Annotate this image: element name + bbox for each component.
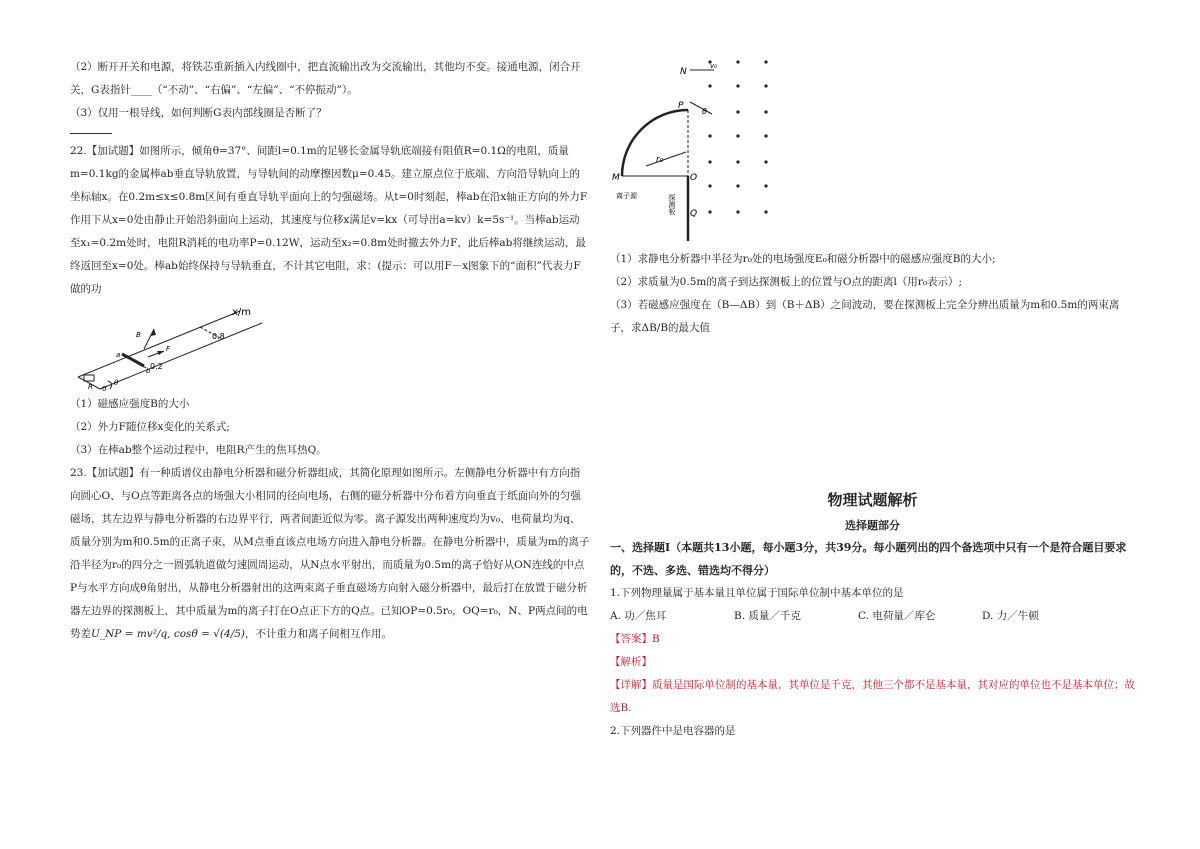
analysis-label: 【解析】 bbox=[610, 656, 652, 668]
q23-body: 23.【加试题】有一种质谱仪由静电分析器和磁分析器组成，其简化原理如图所示。左侧静电分析器中有方向指向圆心O、与O点等距离各点的场强大小相同的径向电场，右侧的磁分析器中分布着方向垂直于纸面向外的匀强磁场，其左边界与静电分析器的右边界平行，两者间距近似为零。离子源发出两种速度均为v₀、电荷量均为q、质量分别为m和0.5m的正离子束，从M点垂直该点电场方向进入静电分析器。在静电分析器中，质量为m的离子沿半径为r₀的四分之一圆弧轨道做匀速圆周运动，从N点水平射出，而质量为0.5m的离子恰好从ON连线的中点P与水平方向成θ角射出，从静电分析器射出的这两束离子垂直磁场方向射入磁分析器中，最后打在放置于磁分析器左边界的探测板上，其中质量为m的离子打在O点正下方的Q点。已知OP=0.5r₀，OQ=r₀，N、P两点间的电势差 bbox=[70, 467, 590, 640]
fig23-v0: v₀ bbox=[710, 62, 717, 70]
q23-part2: （2）求质量为0.5m的离子到达探测板上的位置与O点的距离l（用r₀表示）; bbox=[610, 276, 963, 288]
q21-part2: （2）断开开关和电源，将铁芯重新插入内线圈中，把直流输出改为交流输出，其他均不变。接通电源，闭合开关，G表指针____（“不动”、“右偏”、“左偏”、“不停振动”）。 bbox=[70, 61, 581, 96]
fig22-tick-0: 0 bbox=[102, 385, 107, 393]
q23-part1: （1）求静电分析器中半径为r₀处的电场强度E₀和磁分析器中的磁感应强度B的大小; bbox=[610, 253, 996, 265]
part-title: 选择题部分 bbox=[845, 519, 900, 532]
q23-part3b: 子，求ΔB/B的最大值 bbox=[610, 322, 711, 334]
fig23-r0: r₀ bbox=[656, 155, 664, 165]
q23-part3a: （3）若磁感应强度在（B—ΔB）到（B＋ΔB）之间波动，要在探测板上完全分辨出质量为m和0.5m的两束离 bbox=[610, 299, 1120, 311]
q23-figure bbox=[610, 56, 790, 246]
fig22-a-label: a bbox=[116, 351, 121, 359]
q23-tail: ，不计重力和离子间相互作用。 bbox=[245, 628, 393, 640]
fig23-M: M bbox=[612, 173, 620, 183]
answer-label: 【答案】B bbox=[610, 633, 660, 645]
section-1-heading: 一、选择题Ⅰ（本题共13小题，每小题3分，共39分。每小题列出的四个备选项中只有一个是符合题目要求的，不选、多选、错选均不得分） bbox=[610, 541, 1127, 577]
question-1-options bbox=[610, 605, 1135, 628]
option-b: B. 质量／千克 bbox=[734, 610, 801, 622]
fig23-N: N bbox=[680, 67, 687, 77]
option-a: A. 功／焦耳 bbox=[610, 610, 667, 622]
detail-text: 【详解】质量是国际单位制的基本量，其单位是千克，其他三个都不是基本量，其对应的单位也不是基本单位；故选B. bbox=[610, 679, 1135, 714]
q22-part2: （2）外力F随位移x变化的关系式; bbox=[70, 421, 230, 433]
q22-part1: （1）磁感应强度B的大小 bbox=[70, 398, 190, 410]
analysis-title: 物理试题解析 bbox=[827, 491, 918, 509]
fig23-theta: θ bbox=[702, 107, 707, 116]
q23-formula: U_NP = mv²/q, cosθ = √(4/5) bbox=[91, 628, 246, 640]
fig23-Q: Q bbox=[690, 209, 698, 219]
left-column bbox=[70, 0, 590, 646]
q22-part3: （3）在棒ab整个运动过程中，电阻R产生的焦耳热Q。 bbox=[70, 444, 327, 456]
question-1: 1.下列物理量属于基本量且单位属于国际单位制中基本单位的是 bbox=[610, 587, 904, 599]
option-d: D. 力／牛顿 bbox=[982, 610, 1039, 622]
answer-blank-line bbox=[70, 133, 112, 134]
fig22-tick-08: 0.8 bbox=[212, 332, 225, 341]
fig23-plate: 探测板 bbox=[668, 194, 676, 215]
fig22-theta-label: θ bbox=[114, 379, 119, 387]
fig23-O: O bbox=[690, 173, 698, 183]
q21-part3: （3）仅用一根导线，如何判断G表内部线圈是否断了？ bbox=[70, 107, 327, 119]
magnetic-field-dots bbox=[708, 60, 767, 213]
fig23-P: P bbox=[678, 101, 684, 111]
fig22-tick-02: 0.2 bbox=[150, 362, 163, 371]
fig23-source: 离子源 bbox=[616, 192, 637, 200]
q23-text bbox=[70, 462, 590, 646]
fig22-b-label: b bbox=[146, 367, 151, 375]
q22-text: 22.【加试题】如图所示，倾角θ=37°、间距l=0.1m的足够长金属导轨底端接有阻值R=0.1Ω的电阻，质量m=0.1kg的金属棒ab垂直导轨放置，与导轨间的动摩擦因数μ=0.45。建立原点位于底端、方向沿导轨向上的坐标轴x。在0.2m≤x≤0.8m区间有垂直导轨平面向上的匀强磁场。从t=0时刻起，棒ab在沿x轴正方向的外力F作用下从x=0处由静止开始沿斜面向上运动，其速度与位移x满足v=kx（可导出a=kv）k=5s⁻¹。当棒ab运动至x₁=0.2m处时，电阻R消耗的电功率P=0.12W，运动至x₂=0.8m处时撤去外力F，此后棒ab将继续运动，最终返回至x=0处。棒ab始终保持与导轨垂直，不计其它电阻，求：(提示：可以用F－x图象下的“面积”代表力F做的功 bbox=[70, 145, 588, 295]
fig22-R-label: R bbox=[88, 383, 93, 391]
question-2: 2.下列器件中是电容器的是 bbox=[610, 725, 736, 737]
q22-figure bbox=[70, 305, 270, 393]
option-c: C. 电荷量／库仑 bbox=[858, 610, 936, 622]
fig22-xaxis-label: x/m bbox=[232, 307, 252, 318]
right-column bbox=[610, 0, 1135, 743]
fig22-B-label: B bbox=[136, 331, 141, 339]
fig22-F-label: F bbox=[166, 345, 171, 353]
